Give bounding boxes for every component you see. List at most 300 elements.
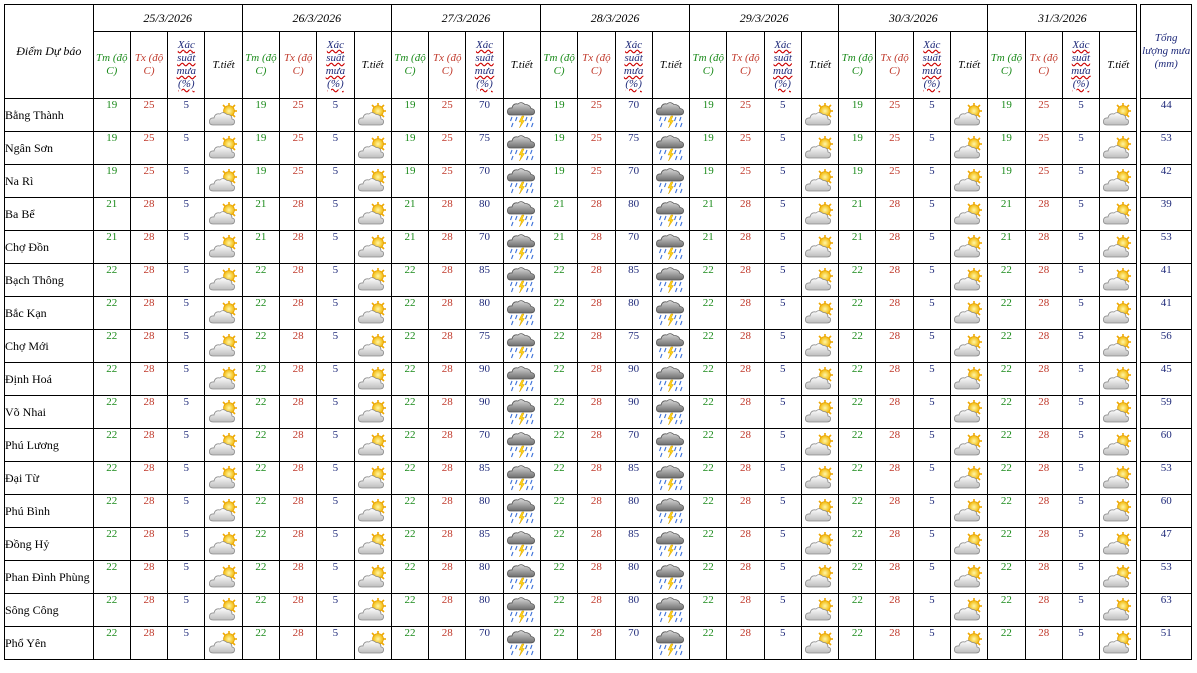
sunny-cloudy-icon xyxy=(953,465,985,491)
col-header-xs-label: Xác suất mưa (%) xyxy=(474,39,495,90)
xs-value: 5 xyxy=(1062,627,1099,660)
table-row xyxy=(5,396,1192,429)
tm-value: 19 xyxy=(93,165,130,198)
rain-storm-icon xyxy=(655,628,687,658)
xs-value: 5 xyxy=(168,363,205,396)
tm-value: 22 xyxy=(391,396,428,429)
tm-value: 22 xyxy=(93,330,130,363)
tm-value: 22 xyxy=(839,297,876,330)
tm-value: 22 xyxy=(93,627,130,660)
tm-value: 22 xyxy=(988,297,1025,330)
weather-cell xyxy=(652,297,689,330)
rain-storm-icon xyxy=(655,331,687,361)
weather-cell xyxy=(205,297,242,330)
tx-value: 28 xyxy=(280,561,317,594)
weather-cell xyxy=(950,99,987,132)
xs-value: 80 xyxy=(466,198,503,231)
tx-value: 28 xyxy=(727,264,764,297)
weather-cell xyxy=(354,528,391,561)
xs-value: 5 xyxy=(1062,264,1099,297)
col-header-xs xyxy=(913,32,950,99)
xs-value: 5 xyxy=(913,396,950,429)
tm-value: 22 xyxy=(690,297,727,330)
weather-cell xyxy=(1100,528,1137,561)
tm-value: 19 xyxy=(93,132,130,165)
tx-value: 28 xyxy=(429,198,466,231)
weather-cell xyxy=(354,99,391,132)
sunny-cloudy-icon xyxy=(208,399,240,425)
rain-storm-icon xyxy=(506,331,538,361)
xs-value: 80 xyxy=(466,495,503,528)
location-name: Phan Đình Phùng xyxy=(5,561,94,594)
rain-storm-icon xyxy=(655,463,687,493)
xs-value: 75 xyxy=(615,132,652,165)
tx-value: 25 xyxy=(429,99,466,132)
col-header-tt xyxy=(1100,32,1137,99)
tm-value: 22 xyxy=(242,462,279,495)
tx-value: 28 xyxy=(130,462,167,495)
sunny-cloudy-icon xyxy=(953,300,985,326)
col-header-tt-label: T.tiết xyxy=(510,58,533,71)
tx-value: 28 xyxy=(727,594,764,627)
xs-value: 75 xyxy=(615,330,652,363)
xs-value: 5 xyxy=(168,132,205,165)
xs-value: 5 xyxy=(168,396,205,429)
xs-value: 5 xyxy=(168,297,205,330)
sunny-cloudy-icon xyxy=(1102,630,1134,656)
tx-value: 28 xyxy=(1025,396,1062,429)
table-row xyxy=(5,495,1192,528)
tx-value: 28 xyxy=(727,429,764,462)
col-header-tm xyxy=(391,32,428,99)
total-rain-value: 63 xyxy=(1141,594,1192,627)
sunny-cloudy-icon xyxy=(953,168,985,194)
tx-value: 28 xyxy=(429,627,466,660)
total-rain-value: 41 xyxy=(1141,297,1192,330)
xs-value: 5 xyxy=(168,462,205,495)
weather-cell xyxy=(1100,165,1137,198)
tx-value: 28 xyxy=(1025,330,1062,363)
weather-cell xyxy=(801,165,838,198)
weather-cell xyxy=(652,231,689,264)
tm-value: 22 xyxy=(540,594,577,627)
col-header-xs-label: Xác suất mưa (%) xyxy=(325,39,346,90)
location-name: Sông Công xyxy=(5,594,94,627)
xs-value: 70 xyxy=(466,627,503,660)
tm-value: 22 xyxy=(839,528,876,561)
sunny-cloudy-icon xyxy=(357,201,389,227)
tx-value: 28 xyxy=(280,594,317,627)
tm-value: 22 xyxy=(690,561,727,594)
tx-value: 28 xyxy=(578,396,615,429)
sunny-cloudy-icon xyxy=(208,300,240,326)
rain-storm-icon xyxy=(655,430,687,460)
tm-value: 22 xyxy=(93,396,130,429)
tm-value: 22 xyxy=(391,297,428,330)
total-rain-value: 53 xyxy=(1141,561,1192,594)
rain-storm-icon xyxy=(655,199,687,229)
table-row xyxy=(5,297,1192,330)
tm-value: 21 xyxy=(93,231,130,264)
xs-value: 80 xyxy=(615,594,652,627)
weather-cell xyxy=(503,396,540,429)
tm-value: 22 xyxy=(690,462,727,495)
tx-value: 28 xyxy=(429,297,466,330)
tm-value: 21 xyxy=(242,198,279,231)
tm-value: 22 xyxy=(540,528,577,561)
tx-value: 28 xyxy=(280,528,317,561)
tx-value: 28 xyxy=(1025,627,1062,660)
weather-cell xyxy=(1100,594,1137,627)
weather-cell xyxy=(354,396,391,429)
col-header-xs-label: Xác suất mưa (%) xyxy=(1071,39,1091,90)
xs-value: 75 xyxy=(466,132,503,165)
weather-cell xyxy=(354,264,391,297)
xs-value: 5 xyxy=(913,231,950,264)
sunny-cloudy-icon xyxy=(953,531,985,557)
sunny-cloudy-icon xyxy=(1102,531,1134,557)
tx-value: 28 xyxy=(727,231,764,264)
tm-value: 21 xyxy=(391,231,428,264)
tx-value: 25 xyxy=(578,99,615,132)
xs-value: 5 xyxy=(764,99,801,132)
xs-value: 5 xyxy=(764,165,801,198)
xs-value: 90 xyxy=(466,396,503,429)
xs-value: 5 xyxy=(913,495,950,528)
xs-value: 5 xyxy=(1062,330,1099,363)
sunny-cloudy-icon xyxy=(208,498,240,524)
weather-cell xyxy=(503,495,540,528)
tm-value: 22 xyxy=(988,462,1025,495)
tx-value: 28 xyxy=(727,330,764,363)
sunny-cloudy-icon xyxy=(357,135,389,161)
xs-value: 5 xyxy=(168,528,205,561)
xs-value: 80 xyxy=(466,297,503,330)
tx-value: 28 xyxy=(727,297,764,330)
weather-cell xyxy=(801,627,838,660)
col-header-tt xyxy=(205,32,242,99)
tm-value: 19 xyxy=(839,165,876,198)
col-header-tt-label: T.tiết xyxy=(958,58,981,71)
date-header: 31/3/2026 xyxy=(988,5,1137,32)
xs-value: 5 xyxy=(764,363,801,396)
table-row xyxy=(5,528,1192,561)
tx-value: 28 xyxy=(429,561,466,594)
xs-value: 5 xyxy=(317,330,354,363)
tm-value: 22 xyxy=(839,627,876,660)
weather-cell xyxy=(652,462,689,495)
rain-storm-icon xyxy=(506,595,538,625)
tm-value: 22 xyxy=(839,561,876,594)
weather-cell xyxy=(950,165,987,198)
weather-cell xyxy=(354,627,391,660)
weather-cell xyxy=(801,528,838,561)
tx-value: 28 xyxy=(727,396,764,429)
xs-value: 5 xyxy=(1062,99,1099,132)
tm-value: 22 xyxy=(391,528,428,561)
weather-cell xyxy=(1100,462,1137,495)
sunny-cloudy-icon xyxy=(208,564,240,590)
table-row xyxy=(5,363,1192,396)
col-header-tm-label: Tm (độ C) xyxy=(245,52,277,77)
xs-value: 5 xyxy=(317,132,354,165)
tx-value: 28 xyxy=(578,330,615,363)
xs-value: 5 xyxy=(317,264,354,297)
xs-value: 5 xyxy=(764,330,801,363)
tm-value: 22 xyxy=(391,330,428,363)
tm-value: 21 xyxy=(839,198,876,231)
date-header: 30/3/2026 xyxy=(839,5,988,32)
sunny-cloudy-icon xyxy=(953,234,985,260)
tx-value: 28 xyxy=(280,627,317,660)
total-rain-value: 39 xyxy=(1141,198,1192,231)
tm-value: 21 xyxy=(391,198,428,231)
weather-cell xyxy=(652,528,689,561)
tx-value: 28 xyxy=(429,363,466,396)
tx-value: 28 xyxy=(429,264,466,297)
sunny-cloudy-icon xyxy=(357,234,389,260)
sunny-cloudy-icon xyxy=(804,432,836,458)
weather-cell xyxy=(652,264,689,297)
xs-value: 5 xyxy=(1062,561,1099,594)
table-row xyxy=(5,264,1192,297)
tm-value: 22 xyxy=(242,528,279,561)
xs-value: 5 xyxy=(168,495,205,528)
location-name: Võ Nhai xyxy=(5,396,94,429)
tm-value: 21 xyxy=(93,198,130,231)
rain-storm-icon xyxy=(506,430,538,460)
xs-value: 75 xyxy=(466,330,503,363)
tx-value: 25 xyxy=(429,165,466,198)
xs-value: 90 xyxy=(615,396,652,429)
xs-value: 70 xyxy=(466,231,503,264)
xs-value: 5 xyxy=(913,198,950,231)
tx-value: 28 xyxy=(727,198,764,231)
weather-cell xyxy=(801,363,838,396)
xs-value: 5 xyxy=(317,627,354,660)
weather-cell xyxy=(950,528,987,561)
weather-cell xyxy=(652,99,689,132)
tm-value: 22 xyxy=(988,495,1025,528)
tx-value: 28 xyxy=(876,627,913,660)
col-header-tx xyxy=(429,32,466,99)
tx-value: 28 xyxy=(578,363,615,396)
sunny-cloudy-icon xyxy=(804,168,836,194)
tm-value: 21 xyxy=(988,231,1025,264)
rain-storm-icon xyxy=(506,463,538,493)
sunny-cloudy-icon xyxy=(357,630,389,656)
weather-cell xyxy=(205,429,242,462)
col-header-tx-label: Tx (độ C) xyxy=(1029,52,1058,77)
tm-value: 19 xyxy=(391,165,428,198)
sunny-cloudy-icon xyxy=(208,465,240,491)
tx-value: 28 xyxy=(130,231,167,264)
rain-storm-icon xyxy=(655,166,687,196)
tx-value: 28 xyxy=(578,231,615,264)
tm-value: 22 xyxy=(988,330,1025,363)
tm-value: 22 xyxy=(988,528,1025,561)
total-rain-value: 42 xyxy=(1141,165,1192,198)
table-row xyxy=(5,330,1192,363)
tm-value: 19 xyxy=(242,132,279,165)
weather-cell xyxy=(1100,231,1137,264)
col-header-xs-label: Xác suất mưa (%) xyxy=(623,39,644,90)
weather-cell xyxy=(801,462,838,495)
rain-storm-icon xyxy=(506,496,538,526)
xs-value: 5 xyxy=(168,429,205,462)
weather-cell xyxy=(503,264,540,297)
col-header-tx-label: Tx (độ C) xyxy=(731,52,760,77)
weather-cell xyxy=(354,561,391,594)
xs-value: 5 xyxy=(168,231,205,264)
weather-cell xyxy=(354,231,391,264)
col-header-xs xyxy=(1062,32,1099,99)
tm-value: 19 xyxy=(391,99,428,132)
col-header-tt-label: T.tiết xyxy=(361,58,384,71)
col-header-tt xyxy=(354,32,391,99)
tm-value: 22 xyxy=(988,396,1025,429)
location-name: Na Rì xyxy=(5,165,94,198)
sunny-cloudy-icon xyxy=(953,333,985,359)
sunny-cloudy-icon xyxy=(804,135,836,161)
tm-value: 22 xyxy=(242,561,279,594)
tm-value: 22 xyxy=(540,429,577,462)
tx-value: 25 xyxy=(876,132,913,165)
xs-value: 5 xyxy=(764,561,801,594)
xs-value: 5 xyxy=(317,99,354,132)
table-row xyxy=(5,99,1192,132)
tm-value: 22 xyxy=(690,330,727,363)
col-header-xs xyxy=(466,32,503,99)
sunny-cloudy-icon xyxy=(804,531,836,557)
col-header-tm-label: Tm (độ C) xyxy=(841,52,874,77)
sunny-cloudy-icon xyxy=(1102,597,1134,623)
col-header-tt xyxy=(950,32,987,99)
tx-value: 28 xyxy=(429,462,466,495)
tm-value: 22 xyxy=(839,363,876,396)
sunny-cloudy-icon xyxy=(804,267,836,293)
xs-value: 5 xyxy=(764,297,801,330)
weather-cell xyxy=(354,495,391,528)
weather-cell xyxy=(801,231,838,264)
sunny-cloudy-icon xyxy=(953,432,985,458)
col-header-tm xyxy=(690,32,727,99)
xs-value: 70 xyxy=(615,231,652,264)
xs-value: 90 xyxy=(466,363,503,396)
weather-cell xyxy=(354,330,391,363)
weather-cell xyxy=(1100,297,1137,330)
weather-cell xyxy=(950,561,987,594)
sunny-cloudy-icon xyxy=(208,234,240,260)
xs-value: 5 xyxy=(764,264,801,297)
tm-value: 19 xyxy=(391,132,428,165)
tm-value: 19 xyxy=(690,165,727,198)
sunny-cloudy-icon xyxy=(208,333,240,359)
xs-value: 5 xyxy=(1062,429,1099,462)
tx-value: 28 xyxy=(130,627,167,660)
tx-value: 25 xyxy=(876,99,913,132)
tm-value: 22 xyxy=(540,627,577,660)
col-header-tt-label: T.tiết xyxy=(659,58,682,71)
tx-value: 28 xyxy=(727,627,764,660)
weather-cell xyxy=(503,198,540,231)
tx-value: 28 xyxy=(876,198,913,231)
forecast-table xyxy=(4,4,1192,660)
tx-value: 25 xyxy=(130,132,167,165)
tx-value: 28 xyxy=(876,396,913,429)
tm-value: 19 xyxy=(988,132,1025,165)
xs-value: 5 xyxy=(168,99,205,132)
xs-value: 5 xyxy=(913,330,950,363)
xs-value: 5 xyxy=(913,165,950,198)
tx-value: 28 xyxy=(578,297,615,330)
weather-cell xyxy=(354,198,391,231)
xs-value: 85 xyxy=(615,462,652,495)
rain-storm-icon xyxy=(506,397,538,427)
tm-value: 22 xyxy=(839,594,876,627)
tx-value: 28 xyxy=(429,594,466,627)
col-header-tx xyxy=(130,32,167,99)
tx-value: 28 xyxy=(429,396,466,429)
tx-value: 28 xyxy=(280,297,317,330)
weather-cell xyxy=(205,264,242,297)
weather-cell xyxy=(503,561,540,594)
tm-value: 22 xyxy=(839,330,876,363)
col-header-tm-label: Tm (độ C) xyxy=(96,52,128,77)
weather-cell xyxy=(1100,396,1137,429)
col-header-tx xyxy=(578,32,615,99)
tm-value: 22 xyxy=(391,495,428,528)
table-row xyxy=(5,132,1192,165)
tm-value: 22 xyxy=(839,396,876,429)
sunny-cloudy-icon xyxy=(804,366,836,392)
col-header-tm xyxy=(242,32,279,99)
xs-value: 5 xyxy=(317,528,354,561)
tm-value: 22 xyxy=(242,363,279,396)
tx-value: 28 xyxy=(280,363,317,396)
total-rain-value: 41 xyxy=(1141,264,1192,297)
weather-cell xyxy=(354,462,391,495)
weather-cell xyxy=(652,132,689,165)
location-name: Ngân Sơn xyxy=(5,132,94,165)
weather-cell xyxy=(205,99,242,132)
xs-value: 70 xyxy=(615,627,652,660)
xs-value: 90 xyxy=(615,363,652,396)
col-header-tx xyxy=(876,32,913,99)
tm-value: 21 xyxy=(690,198,727,231)
weather-cell xyxy=(503,99,540,132)
tx-value: 28 xyxy=(130,528,167,561)
total-rain-value: 51 xyxy=(1141,627,1192,660)
xs-value: 5 xyxy=(168,330,205,363)
tx-value: 28 xyxy=(578,594,615,627)
tm-value: 22 xyxy=(690,363,727,396)
location-name: Phú Bình xyxy=(5,495,94,528)
weather-cell xyxy=(205,330,242,363)
weather-cell xyxy=(1100,99,1137,132)
tx-value: 28 xyxy=(876,330,913,363)
tm-value: 22 xyxy=(690,528,727,561)
sunny-cloudy-icon xyxy=(208,168,240,194)
tx-value: 28 xyxy=(280,330,317,363)
xs-value: 80 xyxy=(466,561,503,594)
sunny-cloudy-icon xyxy=(208,366,240,392)
xs-value: 5 xyxy=(913,363,950,396)
tm-value: 22 xyxy=(540,462,577,495)
total-rain-value: 60 xyxy=(1141,495,1192,528)
sunny-cloudy-icon xyxy=(208,630,240,656)
rain-storm-icon xyxy=(506,562,538,592)
